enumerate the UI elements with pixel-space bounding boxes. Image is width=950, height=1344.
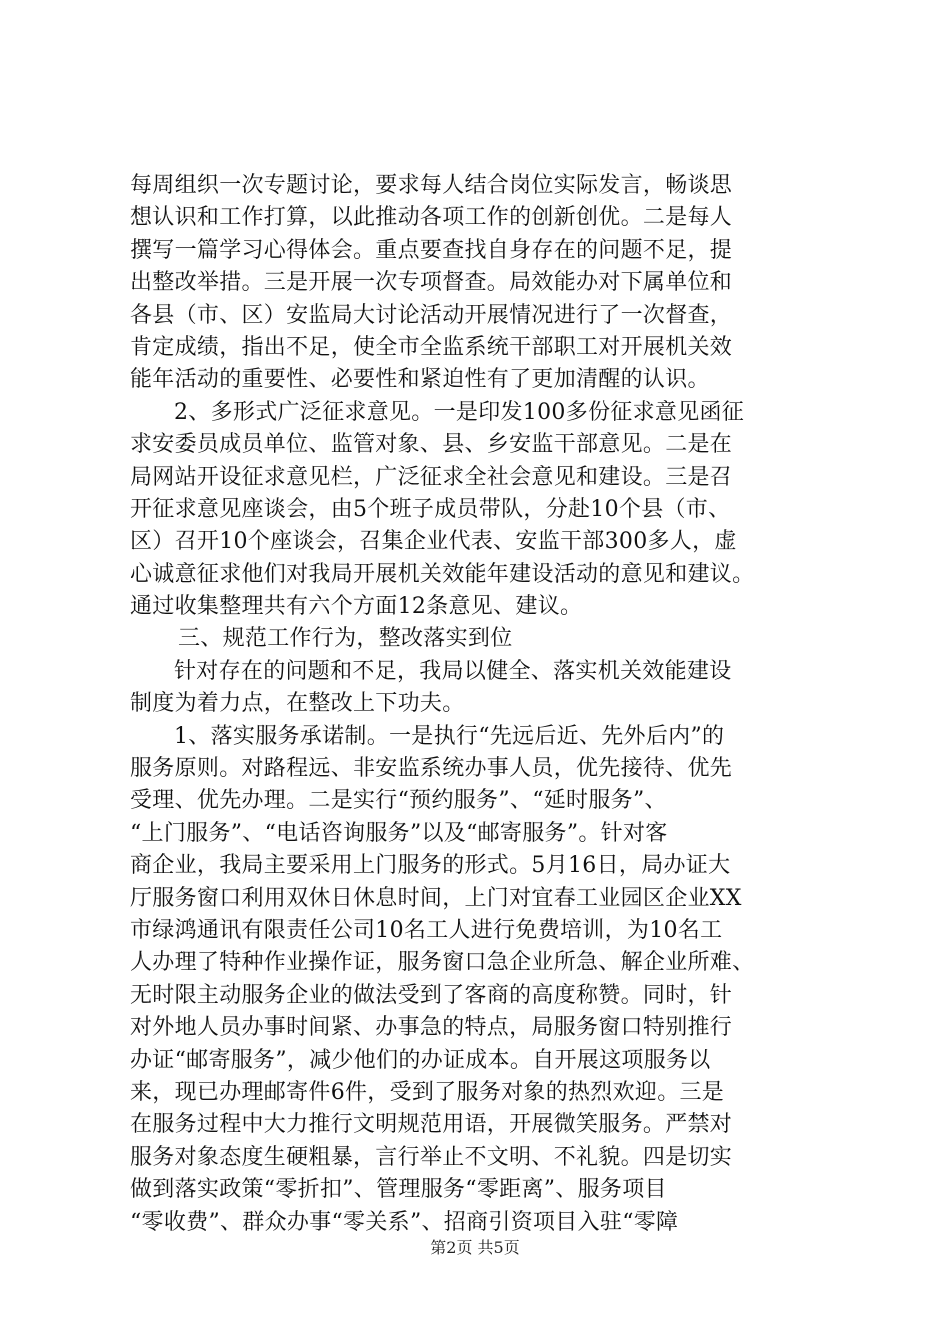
- text-line: 每周组织一次专题讨论，要求每人结合岗位实际发言，畅谈思: [130, 173, 733, 198]
- text-line: 开征求意见座谈会，由5个班子成员带队，分赴10个县（市、: [130, 496, 731, 522]
- text-line: 通过收集整理共有六个方面12条意见、建议。: [130, 594, 583, 620]
- text-line: 对外地人员办事时间紧、办事急的特点，局服务窗口特别推行: [130, 1015, 733, 1041]
- text-line: 区）召开10个座谈会，召集企业代表、安监干部300多人，虚: [130, 529, 737, 555]
- text-line: 出整改举措。三是开展一次专项督查。局效能办对下属单位和: [130, 270, 733, 296]
- text-line: 办证“邮寄服务”，减少他们的办证成本。自开展这项服务以: [130, 1047, 711, 1073]
- text-line: 心诚意征求他们对我局开展机关效能年建设活动的意见和建议。: [130, 561, 755, 587]
- text-line: 肯定成绩，指出不足，使全市全监系统干部职工对开展机关效: [130, 334, 733, 360]
- text-line: “零收费”、群众办事“零关系”、招商引资项目入驻“零障: [130, 1209, 679, 1235]
- text-line: 服务原则。对路程远、非安监系统办事人员，优先接待、优先: [130, 756, 733, 782]
- paragraph-start-line: 针对存在的问题和不足，我局以健全、落实机关效能建设: [174, 658, 732, 684]
- text-line: 求安委员成员单位、监管对象、县、乡安监干部意见。二是在: [130, 432, 733, 458]
- text-line: 服务对象态度生硬粗暴，言行举止不文明、不礼貌。四是切实: [130, 1144, 733, 1170]
- document-body: [130, 170, 830, 1239]
- text-line: 人办理了特种作业操作证，服务窗口急企业所急、解企业所难、: [130, 950, 755, 976]
- text-line: 制度为着力点，在整改上下功夫。: [130, 691, 465, 717]
- text-line: 能年活动的重要性、必要性和紧迫性有了更加清醒的认识。: [130, 367, 710, 393]
- text-line: 来，现已办理邮寄件6件，受到了服务对象的热烈欢迎。三是: [130, 1079, 725, 1105]
- text-line: 做到落实政策“零折扣”、管理服务“零距离”、服务项目: [130, 1177, 667, 1203]
- text-line: 商企业，我局主要采用上门服务的形式。5月16日，局办证大: [130, 853, 731, 879]
- section-heading: 三、规范工作行为，整改落实到位: [178, 626, 513, 652]
- paragraph-start-line: 1、落实服务承诺制。一是执行“先远后近、先外后内”的: [174, 723, 725, 749]
- text-line: 市绿鸿通讯有限责任公司10名工人进行免费培训，为10名工: [130, 917, 723, 943]
- text-line: 想认识和工作打算，以此推动各项工作的创新创优。二是每人: [130, 205, 733, 231]
- text-line: 无时限主动服务企业的做法受到了客商的高度称赞。同时，针: [130, 982, 733, 1008]
- text-line: 受理、优先办理。二是实行“预约服务”、“延时服务”、: [130, 788, 667, 814]
- paragraph-start-line: 2、多形式广泛征求意见。一是印发100多份征求意见函征: [174, 399, 745, 425]
- text-line: 撰写一篇学习心得体会。重点要查找自身存在的问题不足，提: [130, 237, 733, 263]
- text-line: 厅服务窗口利用双休日休息时间，上门对宜春工业园区企业XX: [130, 885, 742, 911]
- text-line: “上门服务”、“电话咨询服务”以及“邮寄服务”。针对客: [130, 820, 668, 846]
- page-number-footer: 第2页 共5页: [430, 1238, 520, 1257]
- text-line: 各县（市、区）安监局大讨论活动开展情况进行了一次督查，: [130, 302, 733, 328]
- text-line: 在服务过程中大力推行文明规范用语，开展微笑服务。严禁对: [130, 1112, 733, 1138]
- text-line: 局网站开设征求意见栏，广泛征求全社会意见和建设。三是召: [130, 464, 733, 490]
